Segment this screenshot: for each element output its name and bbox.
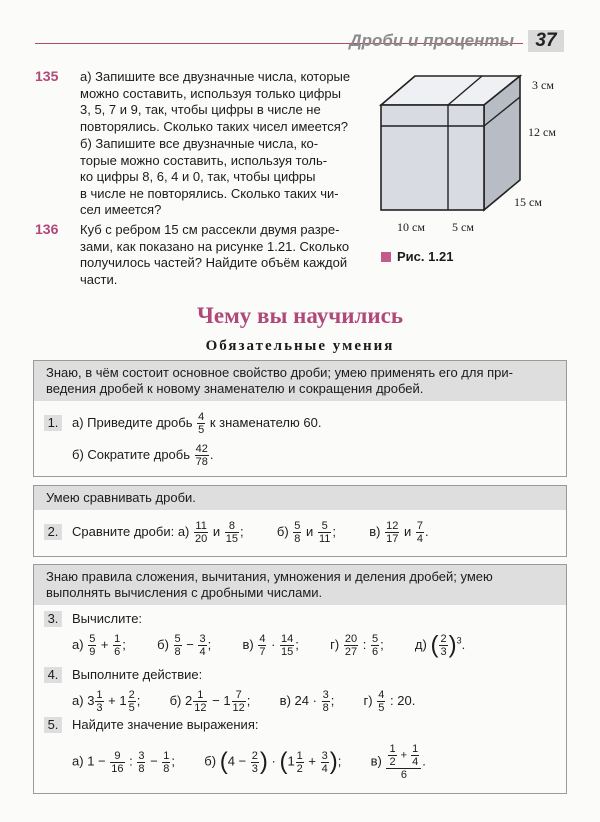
task-1a: 1. а) Приведите дробь $\frac{4}{5}$ к знаменателю 60. [44, 411, 321, 436]
skill-box-2 [33, 485, 567, 557]
section-title: Чему вы научились [197, 303, 403, 328]
problem-136-number: 136 [35, 221, 59, 237]
task-2: 2. Сравните дроби: а) $\frac{11}{20}$ и $\frac{8}{15}$ ; б) $\frac{5}{8}$ и $\frac{5}{11}$ ; в) $\frac{12}{17}$ и $\frac{7}{4}$ . [44, 520, 429, 545]
skill-box-1 [33, 360, 567, 477]
task-1b: б) Сократите дробь $\frac{42}{78}$ . [72, 443, 214, 468]
task-4-items: а) 3 $\frac{1}{3}$ + 1 $\frac{2}{5}$ ; б) 2 $\frac{1}{12}$ − 1 $\frac{7}{12}$ ; в) 24 · $\frac{3}{8}$ ; г) $\frac{4}{5}$ : 20. [72, 689, 416, 714]
problem-135a: а) Запишите все двузначные числа, которые можно составить, используя только цифры 3, 5, 7 и 9, так, чтобы цифры в числе не повторялись. Сколько таких чисел имеется? [80, 69, 351, 134]
problem-135-number: 135 [35, 68, 59, 84]
caption-marker-icon [381, 252, 391, 262]
skill-box-1-header: Знаю, в чём состоит основное свойство дроби; умею применять его для при- ведения дробей к новому знаменателю и сокращения дробей. [34, 361, 566, 401]
task-3-title: 3. Вычислите: [44, 611, 142, 627]
skill-box-2-header: Умею сравнивать дроби. [34, 486, 566, 510]
page-number: 37 [528, 30, 564, 52]
problem-136: Куб с ребром 15 см рассекли двумя разре- зами, как показано на рисунке 1.21. Сколько получилось частей? Найдите объём каждой части. [80, 222, 350, 287]
dim-depth: 15 см [514, 195, 542, 209]
dim-right: 12 см [528, 125, 556, 139]
problem-135b: б) Запишите все двузначные числа, ко- торые можно составить, используя толь- ко цифры 8, 6, 4 и 0, так, чтобы цифры в числе не повторялись. Сколько таких чи- сел имеется? [80, 136, 339, 217]
task-5-title: 5. Найдите значение выражения: [44, 717, 258, 733]
dim-top: 3 см [532, 78, 554, 92]
task-5-items: а) 1 − $\frac{9}{16}$ : $\frac{3}{8}$ − $\frac{1}{8}$ ; б) (4 − $\frac{2}{3}$ ) · (1 $\frac{1}{2}$ + $\frac{3}{4}$ ); в) $\frac{1}{2}$ + $\frac{1}{4}$ 6 . [72, 743, 426, 781]
dim-bottom-left: 10 см [397, 220, 425, 234]
header-title: Дроби и проценты [349, 31, 514, 50]
figure-caption: Рис. 1.21 [381, 249, 453, 264]
task-4-title: 4. Выполните действие: [44, 667, 202, 683]
skill-box-3-header: Знаю правила сложения, вычитания, умножения и деления дробей; умею выполнять вычисления с дробными числами. [34, 565, 566, 605]
task-3-items: а) $\frac{5}{9}$ + $\frac{1}{6}$ ; б) $\frac{5}{8}$ − $\frac{3}{4}$ ; в) $\frac{4}{7}$ · $\frac{14}{15}$ ; г) $\frac{20}{27}$ : $\frac{5}{6}$ ; д) ( $\frac{2}{3}$ )$^3$. [72, 631, 466, 659]
section-subtitle: Обязательные умения [205, 338, 395, 354]
cube-figure [378, 70, 578, 235]
skill-box-3 [33, 564, 567, 794]
dim-bottom-right: 5 см [452, 220, 474, 234]
